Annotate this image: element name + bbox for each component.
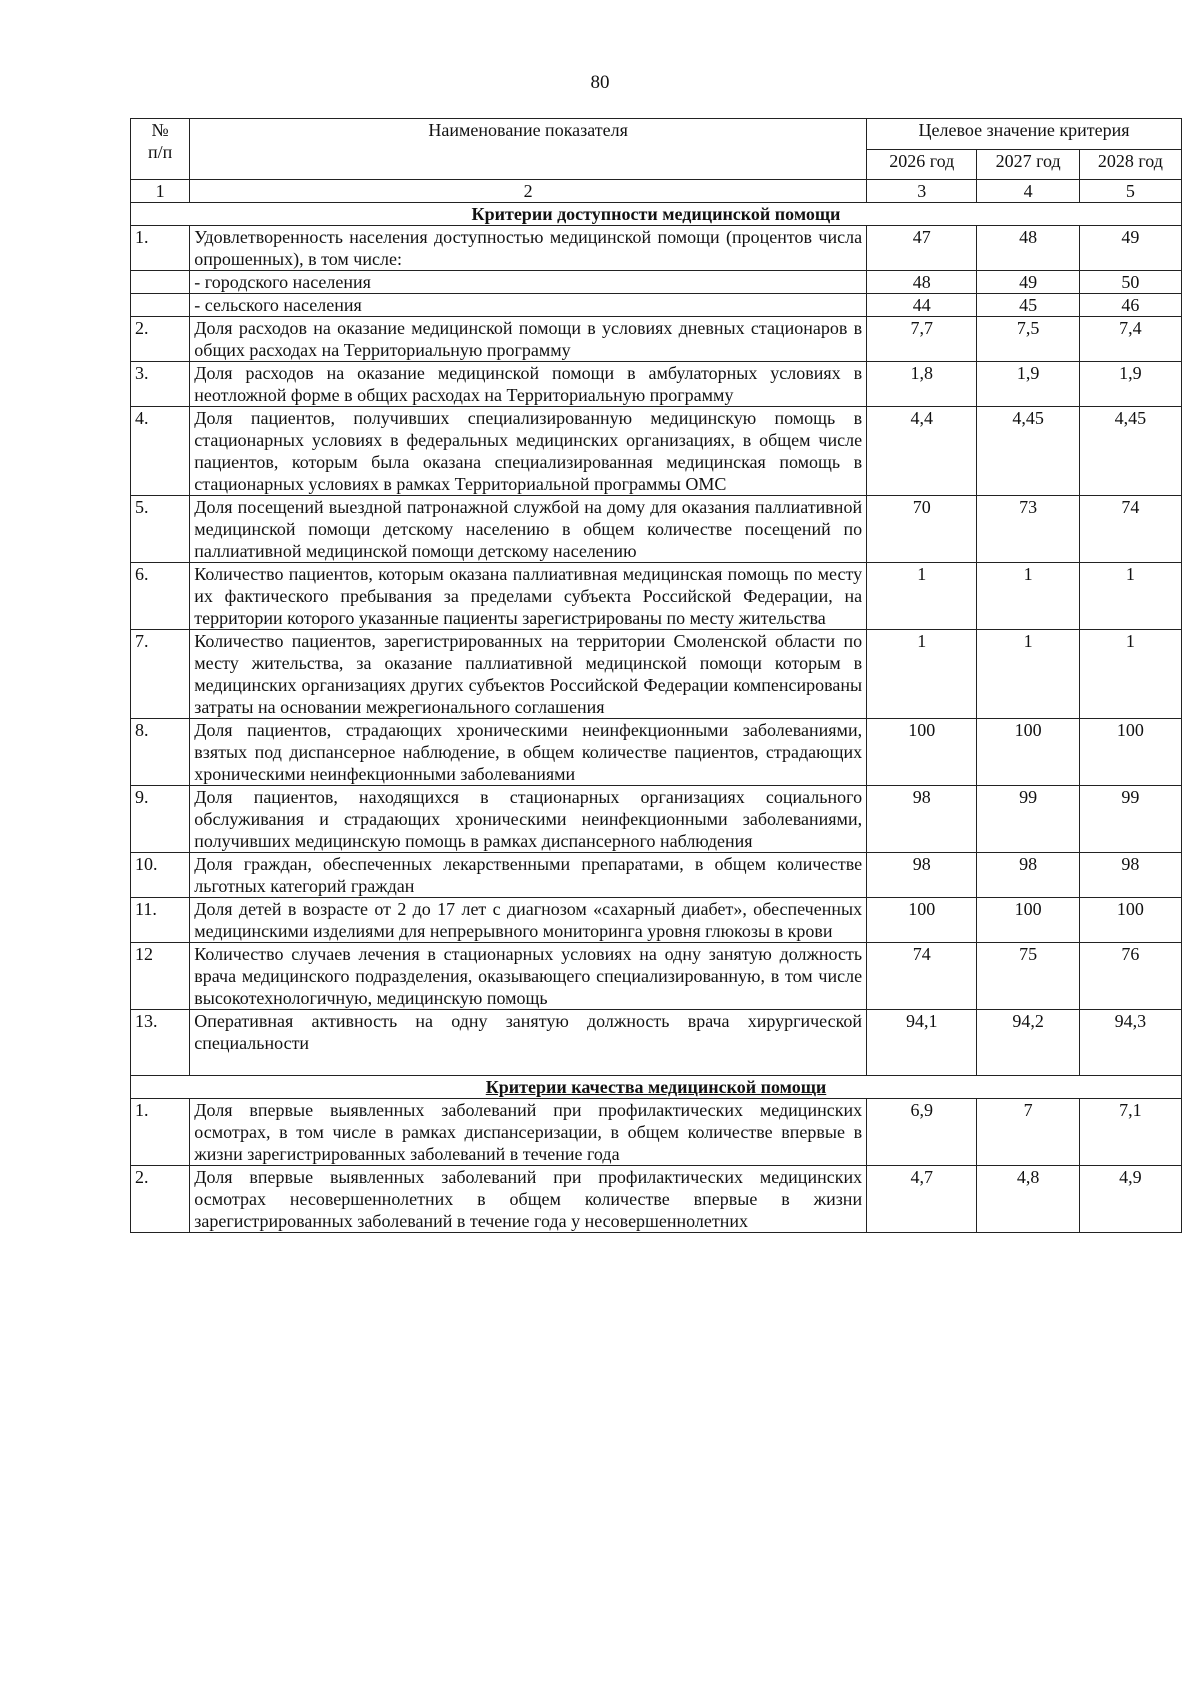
value-2028: 98: [1079, 853, 1181, 898]
value-2028: 100: [1079, 719, 1181, 786]
indicator-name: Удовлетворенность населения доступностью медицинской помощи (процентов числа опрошенных), в том числе:: [190, 226, 867, 271]
value-2027: 45: [977, 294, 1079, 317]
value-2027: 94,2: [977, 1010, 1079, 1076]
value-2027: 100: [977, 898, 1079, 943]
section-title: Критерии доступности медицинской помощи: [131, 203, 1182, 226]
page-number: 80: [590, 72, 610, 93]
value-2028: 1,9: [1079, 362, 1181, 407]
value-2027: 73: [977, 496, 1079, 563]
header-target: Целевое значение критерия: [867, 119, 1182, 150]
table-row: [131, 853, 1182, 898]
value-2028: 4,45: [1079, 407, 1181, 496]
column-number: 4: [977, 180, 1079, 203]
row-number: 2.: [131, 1166, 190, 1233]
value-2028: 1: [1079, 563, 1181, 630]
table-row: [131, 226, 1182, 271]
indicator-name: Доля детей в возрасте от 2 до 17 лет с диагнозом «сахарный диабет», обеспеченных медицинскими изделиями для непрерывного мониторинга уровня глюкозы в крови: [190, 898, 867, 943]
header-name: Наименование показателя: [190, 119, 867, 180]
column-number: 3: [867, 180, 977, 203]
table-row: [131, 317, 1182, 362]
value-2027: 7,5: [977, 317, 1079, 362]
value-2027: 48: [977, 226, 1079, 271]
value-2026: 1,8: [867, 362, 977, 407]
indicator-name: - городского населения: [190, 271, 867, 294]
value-2026: 98: [867, 786, 977, 853]
table-row: [131, 1010, 1182, 1076]
indicator-name: Доля пациентов, находящихся в стационарных организациях социального обслуживания и страдающих хроническими неинфекционными заболеваниями, получивших медицинскую помощь в рамках диспансерного наблюдения: [190, 786, 867, 853]
value-2028: 74: [1079, 496, 1181, 563]
indicator-name: Доля расходов на оказание медицинской помощи в амбулаторных условиях в неотложной форме в общих расходах на Территориальную программу: [190, 362, 867, 407]
table-row: [131, 362, 1182, 407]
value-2028: 46: [1079, 294, 1181, 317]
indicator-name: Оперативная активность на одну занятую должность врача хирургической специальности: [190, 1010, 867, 1076]
indicator-name: Количество пациентов, которым оказана паллиативная медицинская помощь по месту их фактического пребывания за пределами субъекта Российской Федерации, на территории которого указанные пациенты зарегистрированы по месту жительства: [190, 563, 867, 630]
value-2027: 49: [977, 271, 1079, 294]
section-row: [131, 1076, 1182, 1099]
value-2026: 4,4: [867, 407, 977, 496]
value-2027: 4,8: [977, 1166, 1079, 1233]
value-2027: 98: [977, 853, 1079, 898]
indicator-name: Количество случаев лечения в стационарных условиях на одну занятую должность врача медицинского подразделения, оказывающего специализированную, в том числе высокотехнологичную, медицинскую помощь: [190, 943, 867, 1010]
indicator-name: Количество пациентов, зарегистрированных на территории Смоленской области по месту жительства, за оказание паллиативной медицинской помощи которым в медицинских организациях других субъектов Российской Федерации компенсированы затраты на основании межрегионального соглашения: [190, 630, 867, 719]
row-number: 10.: [131, 853, 190, 898]
value-2027: 1,9: [977, 362, 1079, 407]
header-year-2026: 2026 год: [867, 149, 977, 180]
value-2027: 100: [977, 719, 1079, 786]
value-2028: 49: [1079, 226, 1181, 271]
row-number: 11.: [131, 898, 190, 943]
value-2027: 99: [977, 786, 1079, 853]
value-2027: 4,45: [977, 407, 1079, 496]
value-2026: 74: [867, 943, 977, 1010]
row-number: [131, 271, 190, 294]
column-number: 1: [131, 180, 190, 203]
header-year-2028: 2028 год: [1079, 149, 1181, 180]
header-num: № п/п: [131, 119, 190, 180]
value-2026: 4,7: [867, 1166, 977, 1233]
table-row: [131, 630, 1182, 719]
indicator-name: - сельского населения: [190, 294, 867, 317]
indicator-name: Доля граждан, обеспеченных лекарственными препаратами, в общем количестве льготных категорий граждан: [190, 853, 867, 898]
table-row: [131, 294, 1182, 317]
criteria-table-body: [131, 119, 1182, 1233]
row-number: 7.: [131, 630, 190, 719]
value-2028: 1: [1079, 630, 1181, 719]
table-row: [131, 898, 1182, 943]
header-year-2027: 2027 год: [977, 149, 1079, 180]
value-2026: 6,9: [867, 1099, 977, 1166]
value-2026: 48: [867, 271, 977, 294]
value-2026: 98: [867, 853, 977, 898]
value-2028: 4,9: [1079, 1166, 1181, 1233]
indicator-name: Доля посещений выездной патронажной службой на дому для оказания паллиативной медицинской помощи детскому населению в общем количестве посещений по паллиативной медицинской помощи детскому населению: [190, 496, 867, 563]
row-number: 1.: [131, 226, 190, 271]
value-2028: 99: [1079, 786, 1181, 853]
value-2027: 7: [977, 1099, 1079, 1166]
indicator-name: Доля впервые выявленных заболеваний при профилактических медицинских осмотрах, в том числе в рамках диспансеризации, в общем количестве впервые в жизни зарегистрированных заболеваний в течение года: [190, 1099, 867, 1166]
value-2026: 1: [867, 630, 977, 719]
indicator-name: Доля впервые выявленных заболеваний при профилактических медицинских осмотрах несовершеннолетних в общем количестве впервые в жизни зарегистрированных заболеваний в течение года у несовершеннолетних: [190, 1166, 867, 1233]
value-2028: 76: [1079, 943, 1181, 1010]
row-number: 13.: [131, 1010, 190, 1076]
criteria-table: [130, 118, 1182, 1233]
value-2028: 94,3: [1079, 1010, 1181, 1076]
value-2026: 44: [867, 294, 977, 317]
indicator-name: Доля пациентов, страдающих хроническими неинфекционными заболеваниями, взятых под диспансерное наблюдение, в общем количестве пациентов, страдающих хроническими неинфекционными заболеваниями: [190, 719, 867, 786]
section-row: [131, 203, 1182, 226]
column-number: 5: [1079, 180, 1181, 203]
table-row: [131, 496, 1182, 563]
value-2026: 7,7: [867, 317, 977, 362]
value-2026: 70: [867, 496, 977, 563]
value-2028: 50: [1079, 271, 1181, 294]
row-number: 1.: [131, 1099, 190, 1166]
value-2026: 47: [867, 226, 977, 271]
row-number: 12: [131, 943, 190, 1010]
column-numbers-row: [131, 180, 1182, 203]
header-row: [131, 119, 1182, 150]
value-2027: 1: [977, 563, 1079, 630]
table-row: [131, 1166, 1182, 1233]
table-row: [131, 719, 1182, 786]
value-2028: 7,1: [1079, 1099, 1181, 1166]
table-row: [131, 1099, 1182, 1166]
row-number: [131, 294, 190, 317]
value-2026: 1: [867, 563, 977, 630]
indicator-name: Доля расходов на оказание медицинской помощи в условиях дневных стационаров в общих расходах на Территориальную программу: [190, 317, 867, 362]
value-2027: 75: [977, 943, 1079, 1010]
section-title: Критерии качества медицинской помощи: [131, 1076, 1182, 1099]
table-row: [131, 407, 1182, 496]
row-number: 2.: [131, 317, 190, 362]
table-row: [131, 563, 1182, 630]
value-2027: 1: [977, 630, 1079, 719]
value-2026: 100: [867, 898, 977, 943]
row-number: 4.: [131, 407, 190, 496]
column-number: 2: [190, 180, 867, 203]
table-row: [131, 943, 1182, 1010]
row-number: 9.: [131, 786, 190, 853]
value-2026: 94,1: [867, 1010, 977, 1076]
indicator-name: Доля пациентов, получивших специализированную медицинскую помощь в стационарных условиях в федеральных медицинских организациях, в общем числе пациентов, которым была оказана специализированная медицинская помощь в стационарных условиях в рамках Территориальной программы ОМС: [190, 407, 867, 496]
value-2028: 100: [1079, 898, 1181, 943]
table-row: [131, 786, 1182, 853]
row-number: 8.: [131, 719, 190, 786]
table-row: [131, 271, 1182, 294]
value-2026: 100: [867, 719, 977, 786]
row-number: 3.: [131, 362, 190, 407]
value-2028: 7,4: [1079, 317, 1181, 362]
row-number: 6.: [131, 563, 190, 630]
row-number: 5.: [131, 496, 190, 563]
